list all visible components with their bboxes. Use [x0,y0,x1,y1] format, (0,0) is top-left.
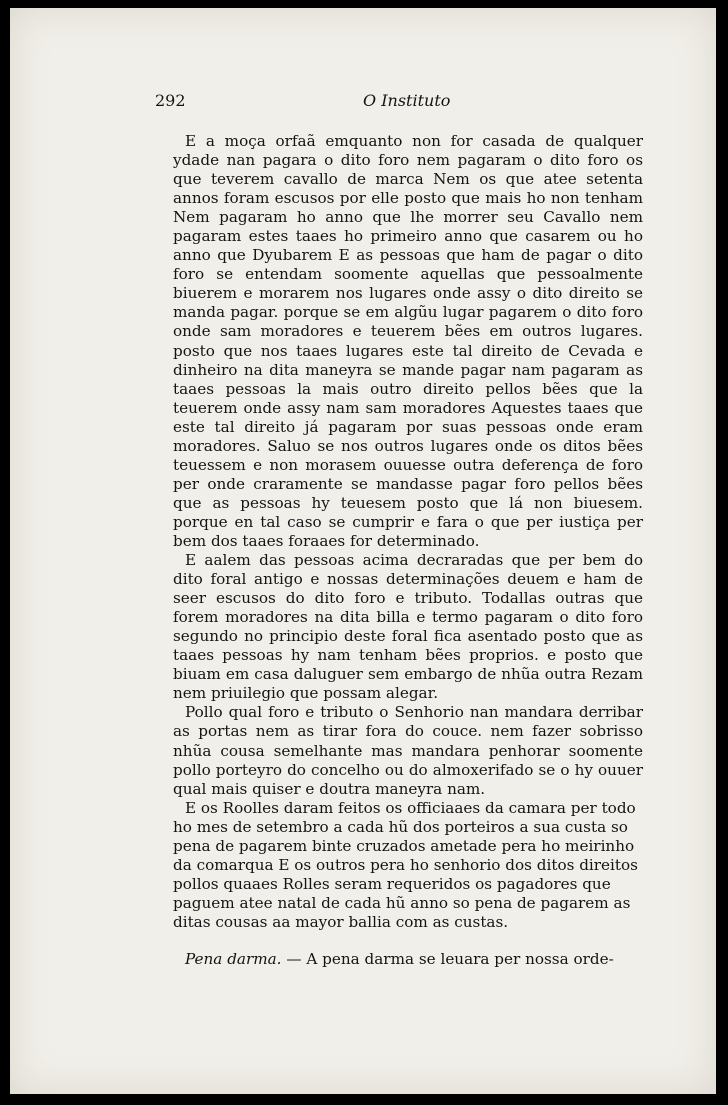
paragraph-3: Pollo qual foro e tributo o Senhorio nan mandara derribar as portas nem as tirar fora do couce. nem fazer sobrisso nhũa cousa semelhante mas mandara penhorar soomente pollo porteyro do concelho ou do almoxerifado se o hy ouuer qual mais quiser e doutra maneyra nam. [173,703,643,798]
paragraph-4: E os Roolles daram feitos os officiaaes da camara per todo ho mes de setembro a cada hũ dos porteiros a sua custa so pena de pagarem binte cruzados ametade pera ho meirinho da comarqua E os outros pera ho senhorio dos ditos direitos pollos quaaes Rolles seram requeridos os pagadores que paguem atee natal de cada hũ anno so pena de pagarem as ditas cousas aa mayor ballia com as custas. [173,798,638,931]
section-dash: — [281,949,307,968]
body-text [173,132,643,969]
section-paragraph [173,950,643,969]
running-head [155,91,635,113]
section-text: A pena darma se leuara per nossa orde- [306,949,614,968]
journal-title: O Instituto [363,91,451,110]
paragraph-2: E aalem das pessoas acima decraradas que per bem do dito foral antigo e nossas determinações deuem e ham de seer escusos do dito foro e tributo. Todallas outras que forem moradores na dita billa e termo pagaram o dito foro segundo no principio deste foral fica asentado posto que as taaes pessoas hy nam tenham bẽes proprios. e posto que biuam em casa daluguer sem embargo de nhũa outra Rezam nem priuilegio que possam alegar. [173,551,643,703]
section-heading: Pena darma. [185,949,282,968]
page-number: 292 [155,91,186,110]
book-page [10,8,716,1094]
paragraph-1: E a moça orfaã emquanto non for casada de qualquer ydade nan pagara o dito foro nem pagaram o dito foro os que teverem cavallo de marca Nem os que atee setenta annos foram escusos por elle posto que mais ho non tenham Nem pagaram ho anno que lhe morrer seu Cavallo nem pagaram estes taaes ho primeiro anno que casarem ou ho anno que Dyubarem E as pessoas que ham de pagar o dito foro se entendam soomente aquellas que pessoalmente biuerem e morarem nos lugares onde assy o dito direito se manda pagar. porque se em algũu lugar pagarem o dito foro onde sam moradores e teuerem bẽes em outros lugares. posto que nos taaes lugares este tal direito de Cevada e dinheiro na dita maneyra se mande pagar nam pagaram as taaes pessoas la mais outro direito pellos bẽes que la teuerem onde assy nam sam moradores Aquestes taaes que este tal direito já pagaram por suas pessoas onde eram moradores. Saluo se nos outros lugares onde os ditos bẽes teuessem e non morasem ouuesse outra deferença de foro per onde craramente se mandasse pagar foro pellos bẽes que as pessoas hy teuesem posto que lá non biuesem. porque en tal caso se cumprir e fara o que per iustiça per bem dos taaes foraaes for determinado. [173,132,643,550]
